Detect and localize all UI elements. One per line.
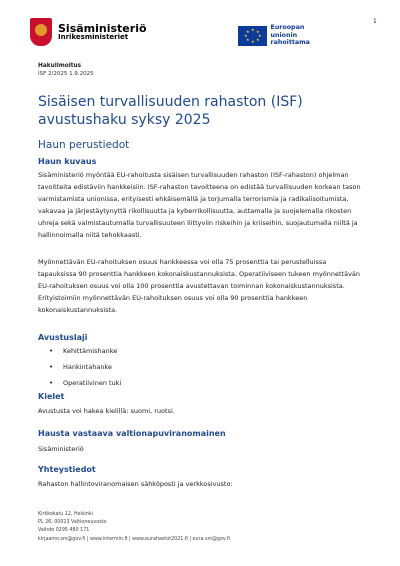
- kielet-heading: Kielet: [38, 392, 65, 401]
- yhteystiedot-text: Rahaston hallintoviranomaisen sähköposti ja verkkosivusto:: [38, 480, 233, 488]
- ministry-name-fi: Sisäministeriö: [58, 21, 147, 35]
- footer-address: Kirkkokatu 12, Helsinki: [38, 512, 93, 517]
- footer-contact: [38, 511, 230, 544]
- ministry-name-sv: Inrikesministeriet: [58, 33, 129, 42]
- haun-kuvaus-paragraph-2: Myönnettävän EU-rahoituksen osuus hankkeessa voi olla 75 prosenttia tai perustelluissa tapauksissa 90 prosenttia hankkeen kokonaiskustannuksista. Operatiiviseen tukeen myönnettävän EU-rahoituksen osuus voi olla 100 prosenttia avustettavan toiminnan kokonaiskustannuksista. Erityistoimiin myönnettävän EU-rahoituksen osuus voi olla 90 prosenttia hankkeen kokonaiskustannuksista.: [38, 258, 361, 314]
- footer-links: kirjaamo.sm@gov.fi | www.intermin.fi | www.eurahastot2021.fi | eura.sm@gov.fi: [38, 536, 230, 542]
- haun-kuvaus-paragraph-1: Sisäministeriö myöntää EU-rahoitusta sisäisen turvallisuuden rahaston (ISF-rahaston) ohjelman tavoitteita edistäviin hankkeisiin. ISF-rahaston tavoitteena on edistää turvallisuuden korkean tason varmistamista unionissa, erityisesti ehkäisemällä ja torjumalla terrorismia ja radikalisoitumista, vakavaa ja järjestäytynyttä rikollisuutta ja kyberrikollisuutta, auttamalla ja suojelemalla rikosten uhreja sekä valmistautumalla turvallisuuteen liittyviin riskeihin ja kriiseihin, suojautumalla niiltä ja hallinnoimalla niitä tehokkaasti.: [38, 171, 361, 239]
- document-reference: ISF 2/2025 1.9.2025: [38, 71, 94, 77]
- page-number: 1: [373, 18, 377, 25]
- eu-text-line2: rahoittama: [270, 39, 310, 47]
- avustuslaji-heading: Avustuslaji: [38, 333, 88, 342]
- eu-flag-icon: ★ ★ ★ ★ ★ ★ ★ ★: [238, 26, 267, 46]
- page-title: Sisäisen turvallisuuden rahaston (ISF) avustushaku syksy 2025: [38, 94, 303, 128]
- eu-text-line1: Euroopan unionin: [270, 24, 305, 39]
- coat-of-arms-icon: [30, 18, 52, 46]
- viranomainen-text: Sisäministeriö: [38, 445, 84, 453]
- yhteystiedot-heading: Yhteystiedot: [38, 465, 96, 474]
- list-item: • Operatiivinen tuki: [38, 375, 121, 391]
- footer-po-box: PL 26, 00023 Valtioneuvosto: [38, 520, 107, 526]
- avustuslaji-list: [38, 343, 121, 391]
- haun-kuvaus-heading: Haun kuvaus: [38, 157, 97, 166]
- section-title: Haun perustiedot: [38, 139, 130, 151]
- list-item: • Hankintahanke: [38, 359, 121, 375]
- footer-phone: Vaihde 0295 480 171: [38, 528, 90, 534]
- viranomainen-heading: Hausta vastaava valtionapuviranomainen: [38, 429, 226, 438]
- document-type: Hakuilmoitus: [38, 63, 82, 69]
- ministry-logo: [30, 12, 170, 52]
- eu-funding-logo: [238, 23, 330, 48]
- list-item: • Kehittämishanke: [38, 343, 121, 359]
- kielet-text: Avustusta voi hakea kielillä: suomi, ruotsi.: [38, 407, 175, 415]
